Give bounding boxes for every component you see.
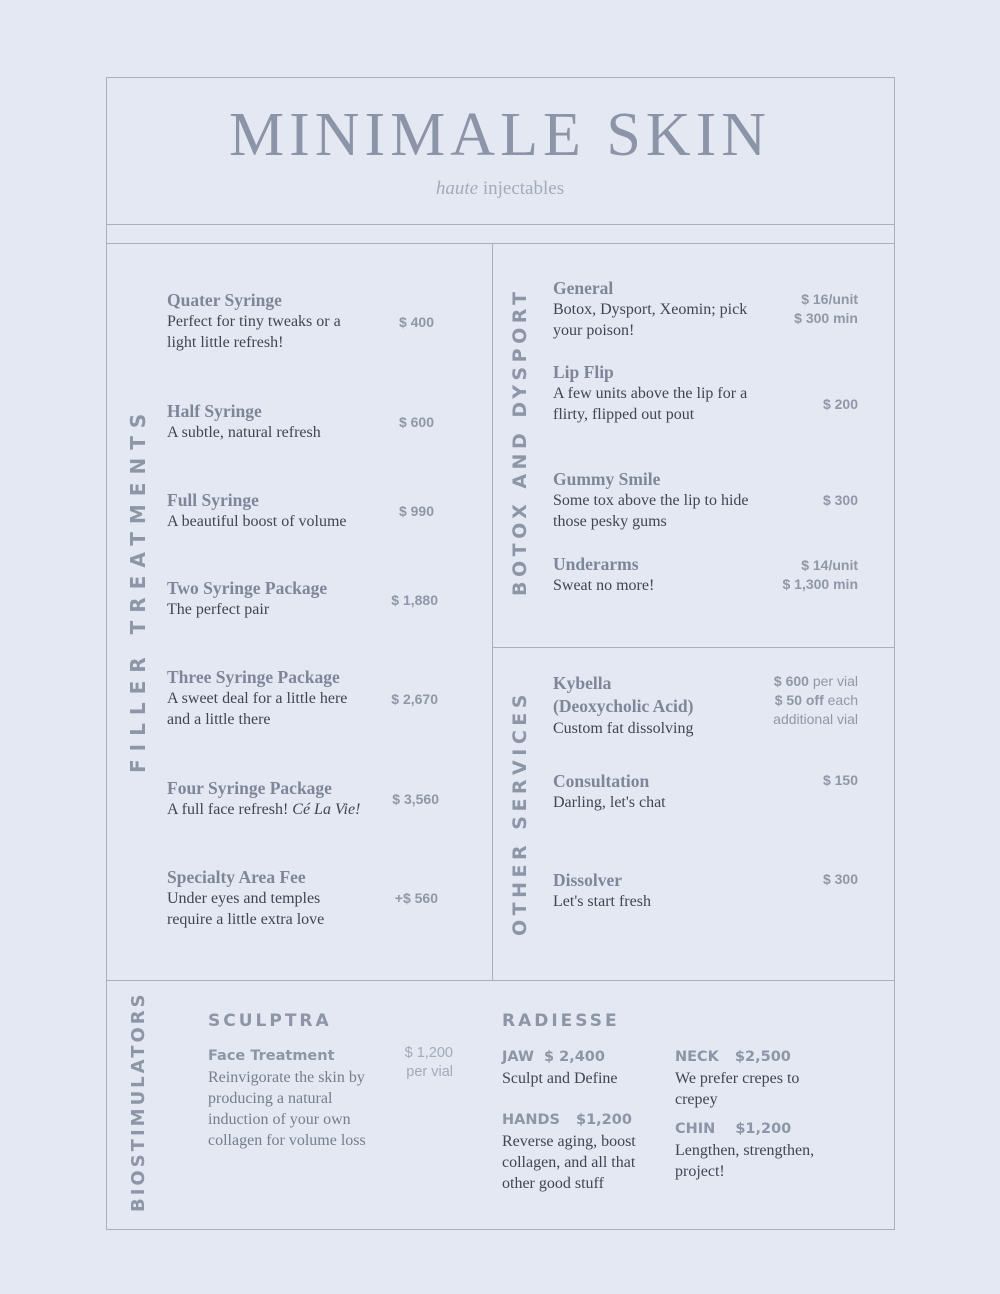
filler-item-price: $ 600 [398,414,434,430]
kybella-desc: Custom fat dissolving [553,720,694,737]
filler-item-name: Four Syringe Package [167,778,332,798]
sculptra-price-amount: $ 1,200 [404,1045,453,1061]
filler-item [167,401,377,443]
filler-item-desc: Perfect for tiny tweaks or a light little refresh! [167,313,341,351]
sculptra-item-desc: Reinvigorate the skin by producing a natural induction of your own collagen for volume loss [208,1069,366,1149]
bio-section-label: BIOSTIMULATORS [128,991,149,1212]
kybella-price-per-vial-amount: $ 600 [773,673,809,689]
page-subtitle [106,178,894,200]
filler-item-desc: A beautiful boost of volume [167,513,347,530]
radiesse-chin-header [675,1117,840,1140]
radiesse-neck-price: $2,500 [734,1049,791,1065]
filler-item-price: +$ 560 [394,890,438,906]
right-section-divider [492,647,895,648]
radiesse-jaw-desc: Sculpt and Define [502,1070,618,1087]
radiesse-jaw-header [502,1045,662,1068]
kybella-price-line1 [720,672,858,691]
frame-right [894,77,895,1230]
filler-section-label: FILLER TREATMENTS [126,405,150,773]
filler-item-price: $ 990 [398,503,434,519]
botox-item [553,278,778,341]
filler-item-desc-italic: Cé La Vie! [292,801,361,818]
filler-item-name: Half Syringe [167,401,262,421]
botox-item-desc: Some tox above the lip to hide those pesky gums [553,492,749,530]
botox-item-name: Gummy Smile [553,469,661,489]
botox-item-name: Underarms [553,554,639,574]
frame-bottom [106,1229,895,1230]
filler-item-desc: The perfect pair [167,601,270,618]
filler-item-name: Quater Syringe [167,290,282,310]
radiesse-heading: RADIESSE [502,1011,620,1031]
radiesse-hands-desc: Reverse aging, boost collagen, and all that other good stuff [502,1133,636,1192]
filler-item-desc: A subtle, natural refresh [167,424,321,441]
radiesse-hands-price: $1,200 [575,1112,632,1128]
sculptra-heading: SCULPTRA [208,1011,332,1031]
subtitle-italic: haute [435,178,479,199]
sculptra-item-name: Face Treatment [208,1048,335,1064]
botox-item-name: Lip Flip [553,362,614,382]
kybella-price [720,672,858,729]
frame-top [106,77,895,78]
kybella-discount-amount: $ 50 off [774,692,824,708]
kybella-price-line3: additional vial [773,711,858,727]
dissolver-item [553,870,753,912]
filler-item-price: $ 2,670 [391,691,438,707]
filler-item-name: Specialty Area Fee [167,867,306,887]
filler-item-desc: A sweet deal for a little here and a little there [167,690,348,728]
filler-item-price: $ 1,880 [391,592,438,608]
filler-item-desc: Under eyes and temples require a little extra love [167,890,325,928]
botox-price-line1: $ 14/unit [801,557,858,573]
frame-left [106,77,107,1230]
sculptra-price [380,1044,453,1082]
other-section-label: OTHER SERVICES [509,690,531,936]
consultation-name: Consultation [553,771,650,791]
botox-section-label: BOTOX AND DYSPORT [509,287,531,596]
radiesse-jaw-price: $ 2,400 [543,1049,605,1065]
botox-price-line2: $ 300 min [794,310,858,326]
dissolver-price: $ 300 [822,871,858,887]
subtitle-rest: injectables [478,178,565,199]
botox-item-price: $ 300 [822,492,858,508]
radiesse-chin [675,1117,840,1182]
radiesse-neck [675,1045,835,1110]
botox-item [553,362,778,425]
kybella-discount-unit: each [823,692,858,708]
sculptra-price-unit: per vial [406,1064,453,1080]
radiesse-hands-header [502,1108,654,1131]
botox-item-name: General [553,278,614,298]
botox-item-price [758,556,858,594]
header-divider-1 [106,224,895,225]
botox-item-price [758,290,858,328]
page-title: MINIMALE SKIN [228,101,772,169]
dissolver-name: Dissolver [553,870,623,890]
consultation-price: $ 150 [822,772,858,788]
filler-item [167,667,367,730]
filler-item-price: $ 400 [398,314,434,330]
bio-divider [106,980,895,981]
filler-item [167,867,367,930]
radiesse-chin-price: $1,200 [735,1121,792,1137]
botox-price-line2: $ 1,300 min [782,576,858,592]
kybella-name-line1: Kybella [553,673,612,693]
column-divider [492,243,493,980]
filler-item-name: Two Syringe Package [167,578,328,598]
header-divider-2 [106,243,895,244]
botox-item [553,554,778,596]
consultation-item [553,771,753,813]
botox-item-price: $ 200 [822,396,858,412]
filler-item [167,290,367,353]
radiesse-hands-name: HANDS [502,1112,560,1128]
botox-item-desc: Sweat no more! [553,577,655,594]
kybella-price-line2 [720,691,858,710]
filler-item-price: $ 3,560 [392,791,439,807]
radiesse-hands [502,1108,654,1194]
radiesse-chin-name: CHIN [675,1121,716,1137]
dissolver-desc: Let's start fresh [553,893,651,910]
filler-item-name: Three Syringe Package [167,667,340,687]
radiesse-neck-header [675,1045,835,1068]
radiesse-neck-name: NECK [675,1049,719,1065]
sculptra-item [208,1046,388,1151]
consultation-desc: Darling, let's chat [553,794,666,811]
filler-item-name: Full Syringe [167,490,259,510]
botox-item-desc: A few units above the lip for a flirty, flipped out pout [553,385,748,423]
radiesse-chin-desc: Lengthen, strengthen, project! [675,1142,815,1180]
radiesse-jaw [502,1045,662,1089]
botox-price-line1: $ 16/unit [801,291,858,307]
radiesse-jaw-name: JAW [502,1049,534,1065]
radiesse-neck-desc: We prefer crepes to crepey [675,1070,800,1108]
filler-item-desc: A full face refresh! [167,801,289,818]
kybella-name-line2: (Deoxycholic Acid) [553,696,694,716]
botox-item-desc: Botox, Dysport, Xeomin; pick your poison! [553,301,748,339]
botox-item [553,469,778,532]
kybella-price-per-vial-unit: per vial [808,673,858,689]
